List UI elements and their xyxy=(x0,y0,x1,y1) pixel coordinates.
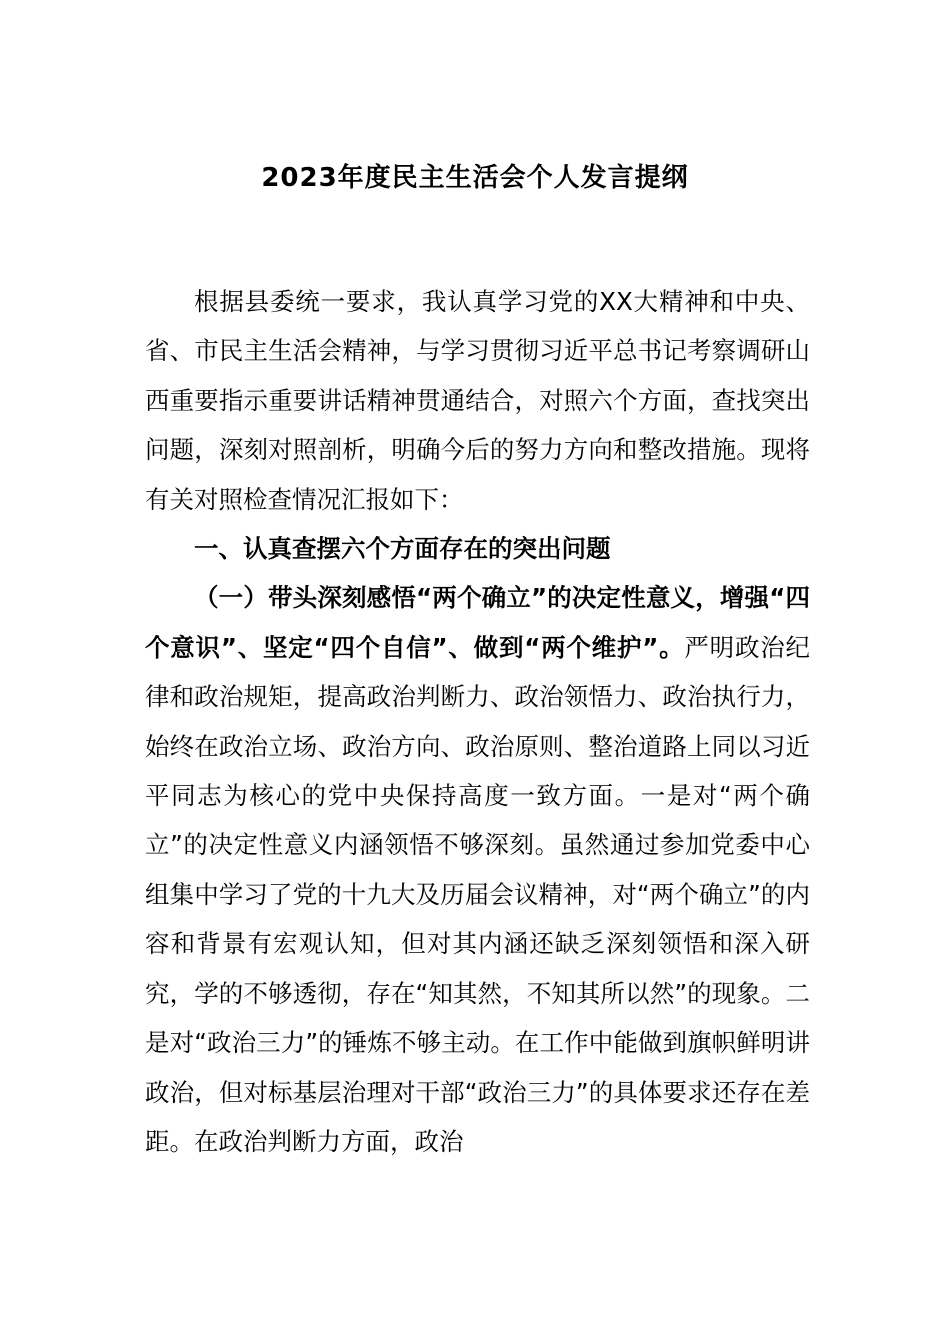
document-body xyxy=(145,277,810,1166)
section-heading: 一、认真查摆六个方面存在的突出问题 xyxy=(194,534,611,564)
subsection-body: 严明政治纪律和政治规矩，提高政治判断力、政治领悟力、政治执行力，始终在政治立场、政治方向、政治原则、整治道路上同以习近平同志为核心的党中央保持高度一致方面。一是对“两个确立”的决定性意义内涵领悟不够深刻。虽然通过参加党委中心组集中学习了党的十九大及历届会议精神，对“两个确立”的内容和背景有宏观认知，但对其内涵还缺乏深刻领悟和深入研究，学的不够透彻，存在“知其然，不知其所以然”的现象。二是对“政治三力”的锤炼不够主动。在工作中能做到旗帜鲜明讲政治，但对标基层治理对干部“政治三力”的具体要求还存在差距。在政治判断力方面，政治 xyxy=(145,632,810,1156)
intro-paragraph: 根据县委统一要求，我认真学习党的XX大精神和中央、省、市民主生活会精神，与学习贯彻习近平总书记考察调研山西重要指示重要讲话精神贯通结合，对照六个方面，查找突出问题，深刻对照剖析，明确今后的努力方向和整改措施。现将有关对照检查情况汇报如下： xyxy=(145,287,810,514)
subsection-paragraph xyxy=(145,573,810,1166)
document-title: 2023年度民主生活会个人发言提纲 xyxy=(261,163,689,193)
subsection-heading: （一）带头深刻感悟“两个确立”的决定性意义，增强“四个意识”、坚定“四个自信”、做到“两个维护”。 xyxy=(145,583,810,662)
